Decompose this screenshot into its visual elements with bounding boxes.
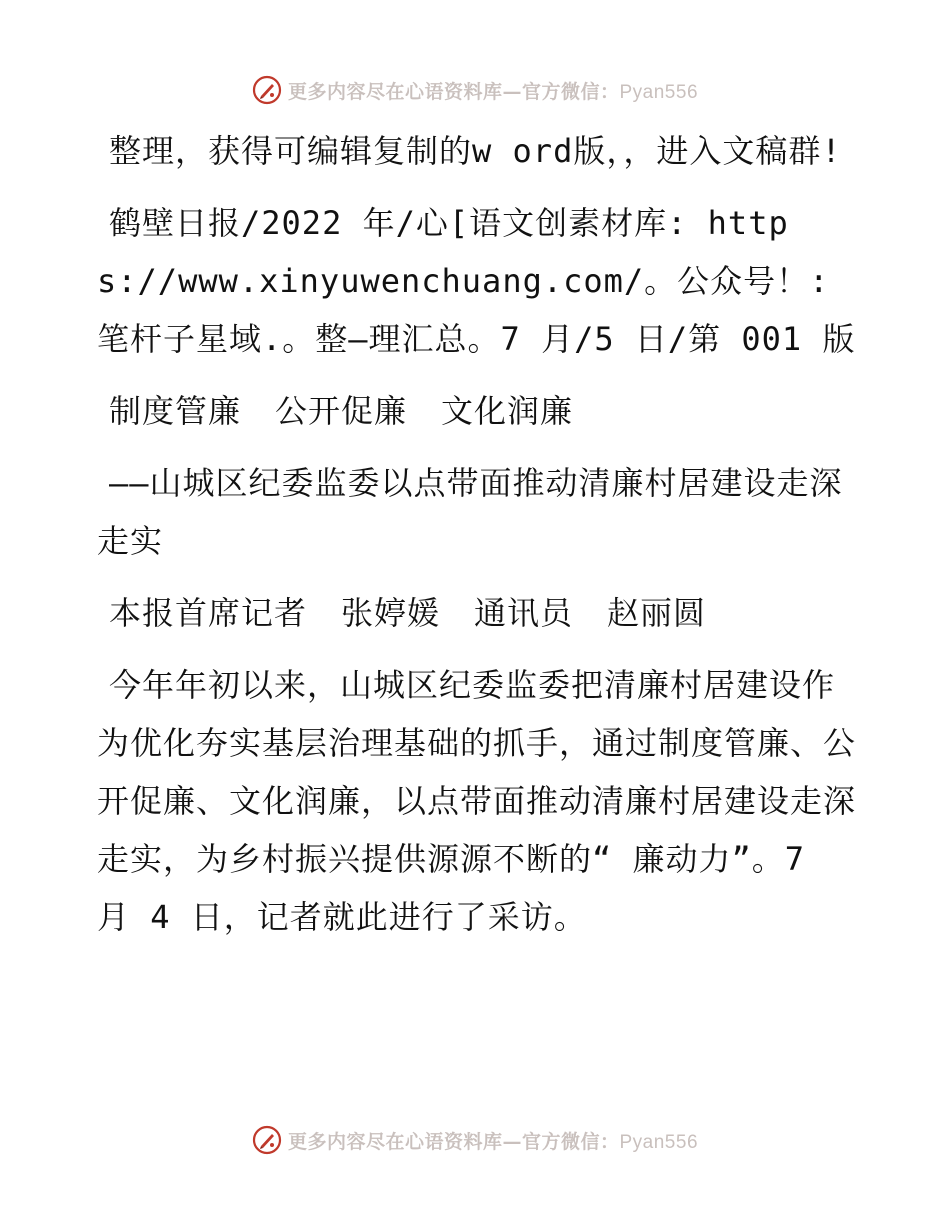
title-part-2: 公开促廉 xyxy=(275,392,408,430)
article-byline xyxy=(97,584,857,642)
pen-logo-icon xyxy=(252,1125,282,1155)
banner-text: 更多内容尽在心语资料库—官方微信：Pyan556 xyxy=(287,80,699,103)
intro-paragraph: 整理，获得可编辑复制的w ord版，，进入文稿群! xyxy=(109,132,842,170)
document-body xyxy=(97,122,857,960)
body-paragraph: 今年年初以来，山城区纪委监委把清廉村居建设作为优化夯实基层治理基础的抓手，通过制度管廉、公开促廉、文化润廉，以点带面推动清廉村居建设走深走实，为乡村振兴提供源源不断的“ 廉动力”。7 月 4 日，记者就此进行了采访。 xyxy=(97,666,857,936)
pen-logo-icon xyxy=(252,75,282,105)
banner-text: 更多内容尽在心语资料库—官方微信：Pyan556 xyxy=(287,1130,699,1153)
banner-wechat-id: Pyan556 xyxy=(619,1131,699,1153)
byline-name-2: 赵丽圆 xyxy=(607,594,707,632)
byline-role-2: 通讯员 xyxy=(474,594,574,632)
article-title xyxy=(97,382,857,440)
source-paragraph: 鹤壁日报/2022 年/心[语文创素材库: https://www.xinyuwenchuang.com/。公众号！: 笔杆子星域.。整—理汇总。7 月/5 日/第 001 版 xyxy=(97,204,856,358)
banner-wechat-id: Pyan556 xyxy=(619,81,699,103)
title-part-1: 制度管廉 xyxy=(109,392,242,430)
byline-name-1: 张婷媛 xyxy=(341,594,441,632)
byline-role-1: 本报首席记者 xyxy=(109,594,308,632)
header-banner xyxy=(0,70,950,110)
article-subtitle: ——山城区纪委监委以点带面推动清廉村居建设走深走实 xyxy=(97,464,843,560)
footer-banner xyxy=(0,1120,950,1160)
title-part-3: 文化润廉 xyxy=(441,392,574,430)
